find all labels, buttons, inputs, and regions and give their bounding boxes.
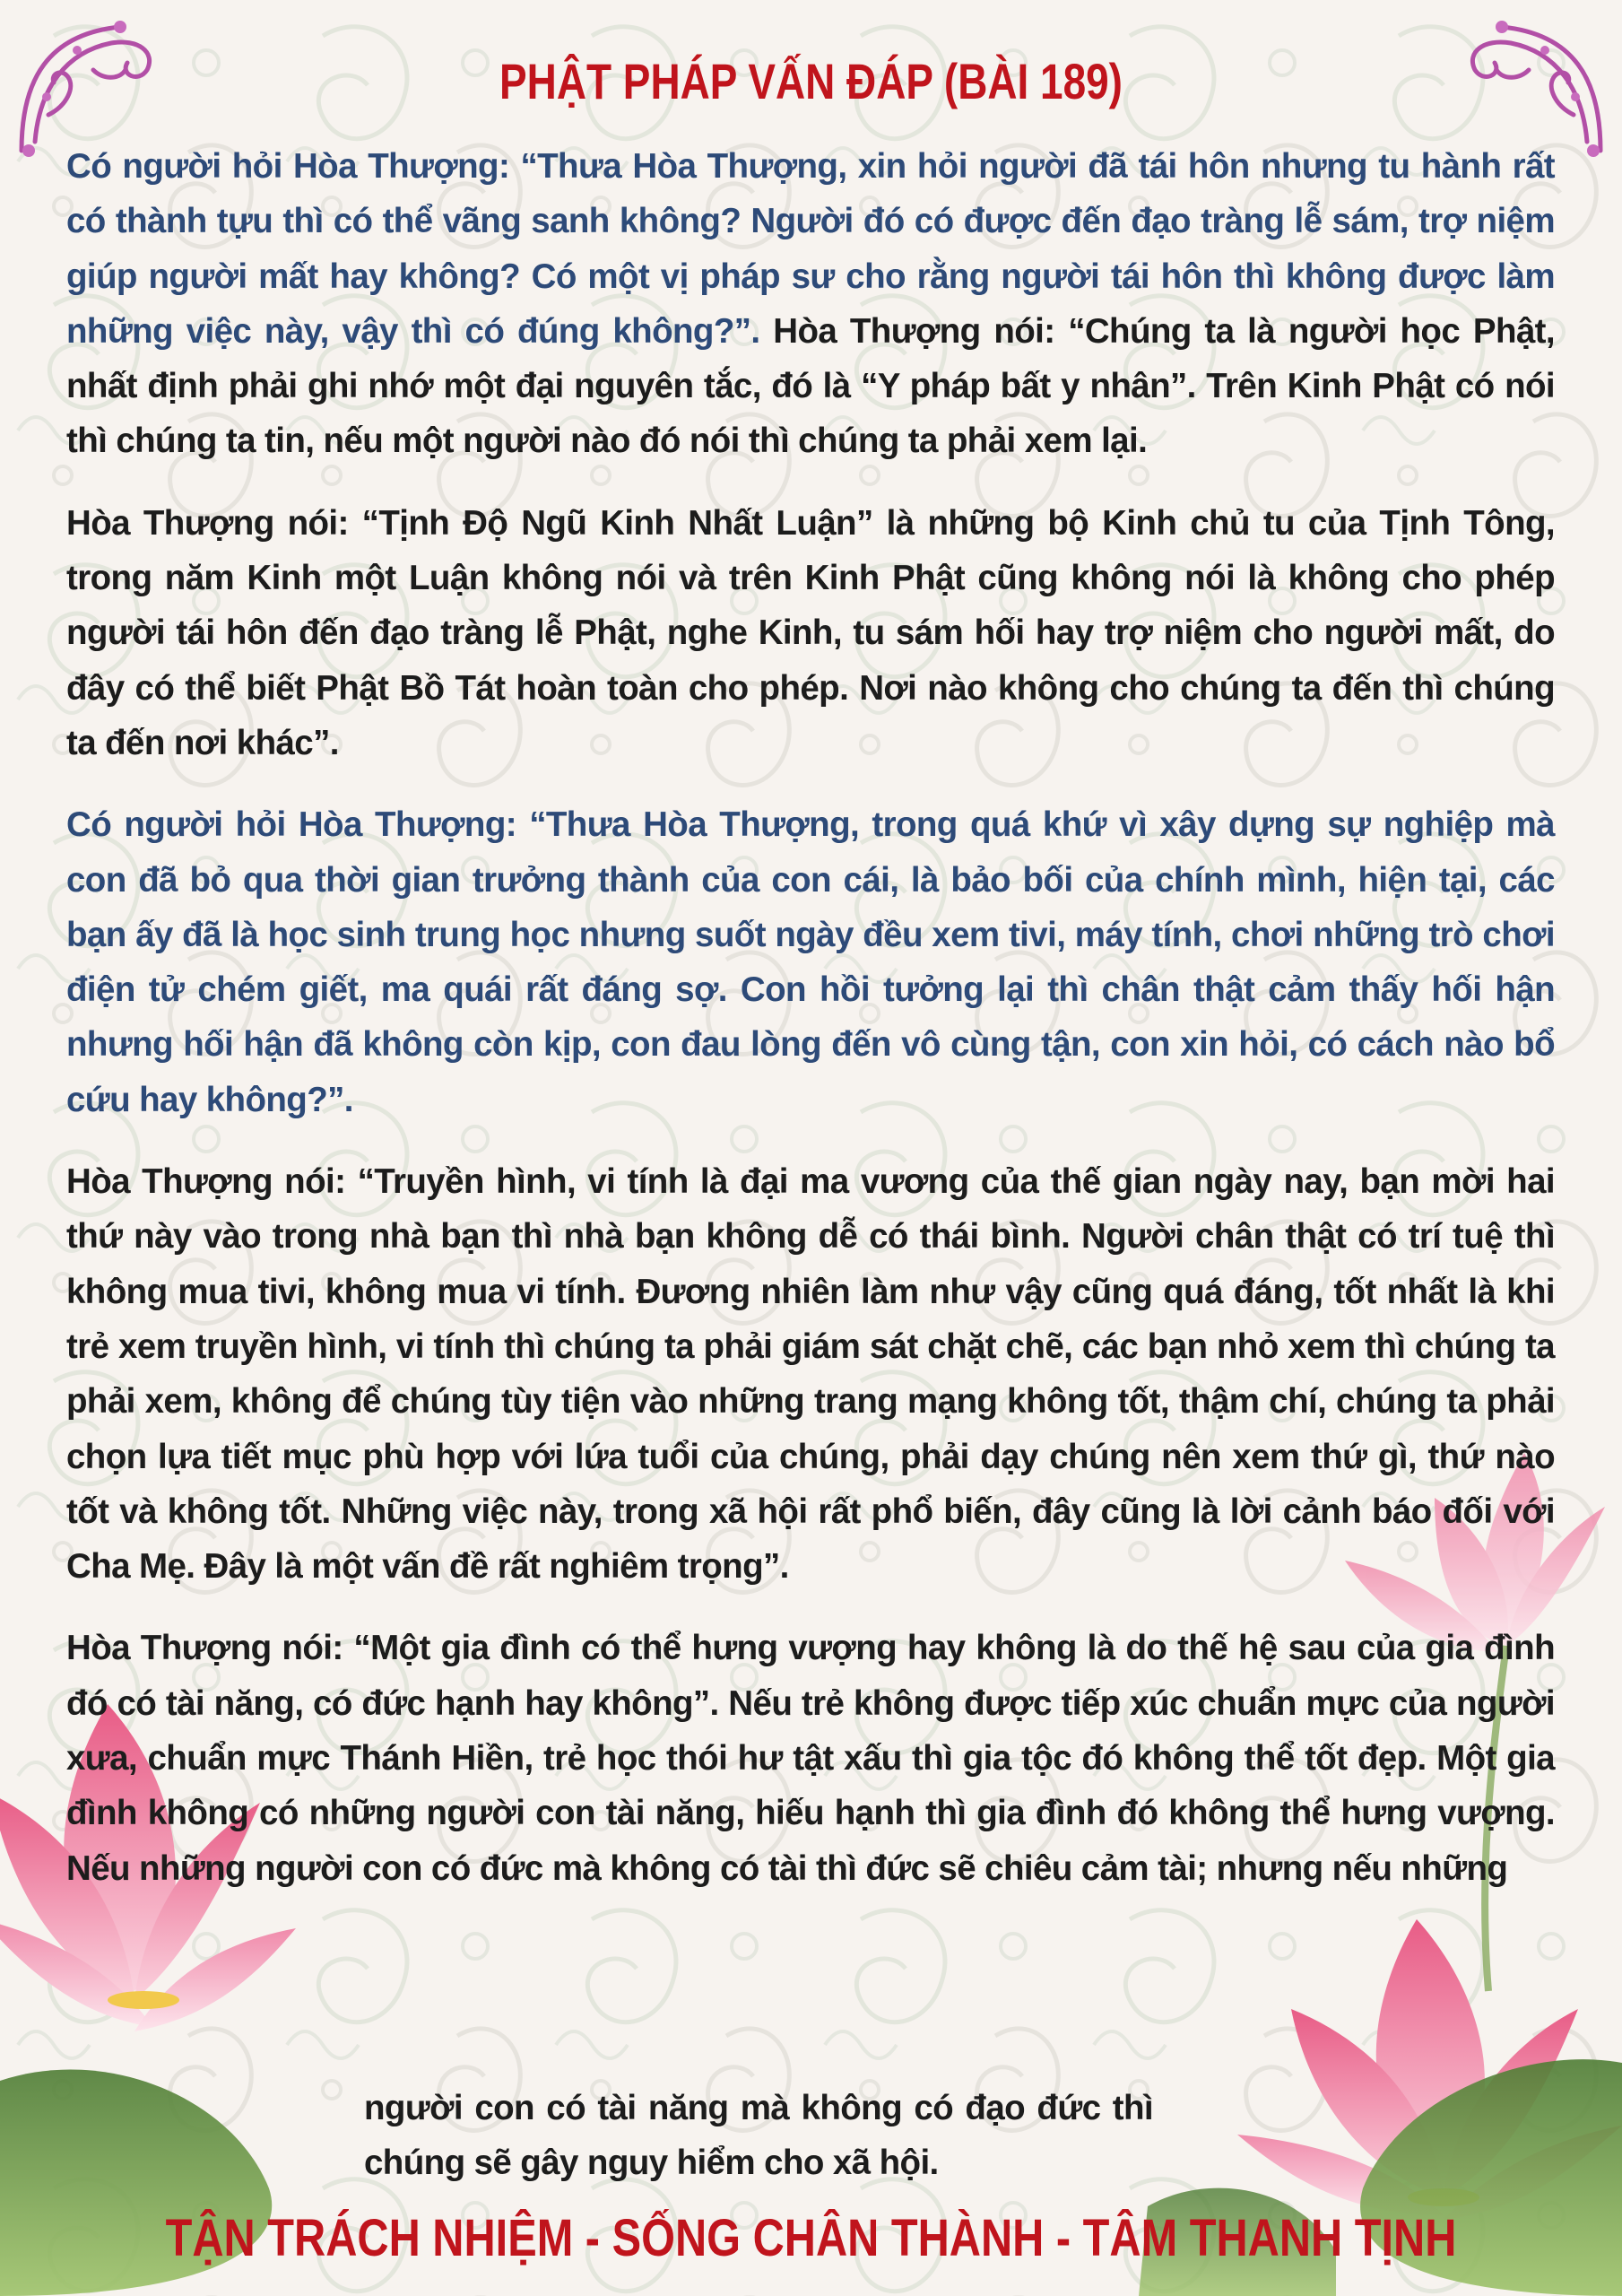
- answer-text: Hòa Thượng nói: “Tịnh Độ Ngũ Kinh Nhất Luận” là những bộ Kinh chủ tu của Tịnh Tông, trong năm Kinh một Luận không nói và trên Kinh Phật cũng không nói là không cho phép người tái hôn đến đạo tràng lễ Phật, nghe Kinh, tu sám hối hay trợ niệm cho người mất, do đây có thể biết Phật Bồ Tát hoàn toàn cho phép. Nơi nào không cho chúng ta đến thì chúng ta đến nơi khác”.: [66, 503, 1555, 762]
- paragraph-5-tail: người con có tài năng mà không có đạo đức thì chúng sẽ gây nguy hiểm cho xã hội.: [364, 2089, 1153, 2183]
- paragraph-3: [66, 797, 1555, 1127]
- question-text: Có người hỏi Hòa Thượng: “Thưa Hòa Thượng, trong quá khứ vì xây dựng sự nghiệp mà con đã bỏ qua thời gian trưởng thành của con cái, là bảo bối của chính mình, hiện tại, các bạn ấy đã là học sinh trung học nhưng suốt ngày đều xem tivi, máy tính, chơi những trò chơi điện tử chém giết, ma quái rất đáng sợ. Con hồi tưởng lại thì chân thật cảm thấy hối hận nhưng hối hận đã không còn kịp, con đau lòng đến vô cùng tận, con xin hỏi, có cách nào bổ cứu hay không?”.: [66, 805, 1555, 1119]
- paragraph-1: [66, 139, 1555, 469]
- page-title: PHẬT PHÁP VẤN ĐÁP (BÀI 189): [499, 53, 1123, 109]
- answer-text: Hòa Thượng nói: “Một gia đình có thể hưng vượng hay không là do thế hệ sau của gia đình đó có tài năng, có đức hạnh hay không”. Nếu trẻ không được tiếp xúc chuẩn mực của người xưa, chuẩn mực Thánh Hiền, trẻ học thói hư tật xấu thì gia tộc đó không thể tốt đẹp. Một gia đình không có những người con tài năng, hiếu hạnh thì gia đình đó không thể hưng vượng. Nếu những người con có đức mà không có tài thì đức sẽ chiêu cảm tài; nhưng nếu những: [66, 1629, 1555, 1888]
- answer-text: Hòa Thượng nói: “Chúng ta là người học Phật, nhất định phải ghi nhớ một đại nguyên tắc, đó là “Y pháp bất y nhân”. Trên Kinh Phật có nói thì chúng ta tin, nếu một người nào đó nói thì chúng ta phải xem lại.: [66, 311, 1556, 461]
- paragraph-2: [66, 496, 1555, 770]
- paragraph-5: [66, 1621, 1555, 1895]
- question-text: Có người hỏi Hòa Thượng: “Thưa Hòa Thượng, xin hỏi người đã tái hôn nhưng tu hành rất có thành tựu thì có thể vãng sanh không? Người đó có được đến đạo tràng lễ sám, trợ niệm giúp người mất hay không? Có một vị pháp sư cho rằng người tái hôn thì không được làm những việc này, vậy thì có đúng không?”.: [66, 147, 1555, 351]
- answer-text: Hòa Thượng nói: “Truyền hình, vi tính là đại ma vương của thế gian ngày nay, bạn mời hai thứ này vào trong nhà bạn thì nhà bạn không dễ có thái bình. Người chân thật có trí tuệ thì không mua tivi, không mua vi tính. Đương nhiên làm như vậy cũng quá đáng, tốt nhất là khi trẻ xem truyền hình, vi tính thì chúng ta phải giám sát chặt chẽ, các bạn nhỏ xem thì chúng ta phải xem, không để chúng tùy tiện vào những trang mạng không tốt, thậm chí, chúng ta phải chọn lựa tiết mục phù hợp với lứa tuổi của chúng, phải dạy chúng nên xem thứ gì, thứ nào tốt và không tốt. Những việc này, trong xã hội rất phổ biến, đây cũng là lời cảnh báo đối với Cha Mẹ. Đây là một vấn đề rất nghiêm trọng”.: [66, 1162, 1555, 1587]
- paragraph-4: [66, 1154, 1555, 1594]
- article-body: [66, 139, 1555, 1923]
- footer-slogan: TẬN TRÁCH NHIỆM - SỐNG CHÂN THÀNH - TÂM THANH TỊNH: [165, 2209, 1457, 2267]
